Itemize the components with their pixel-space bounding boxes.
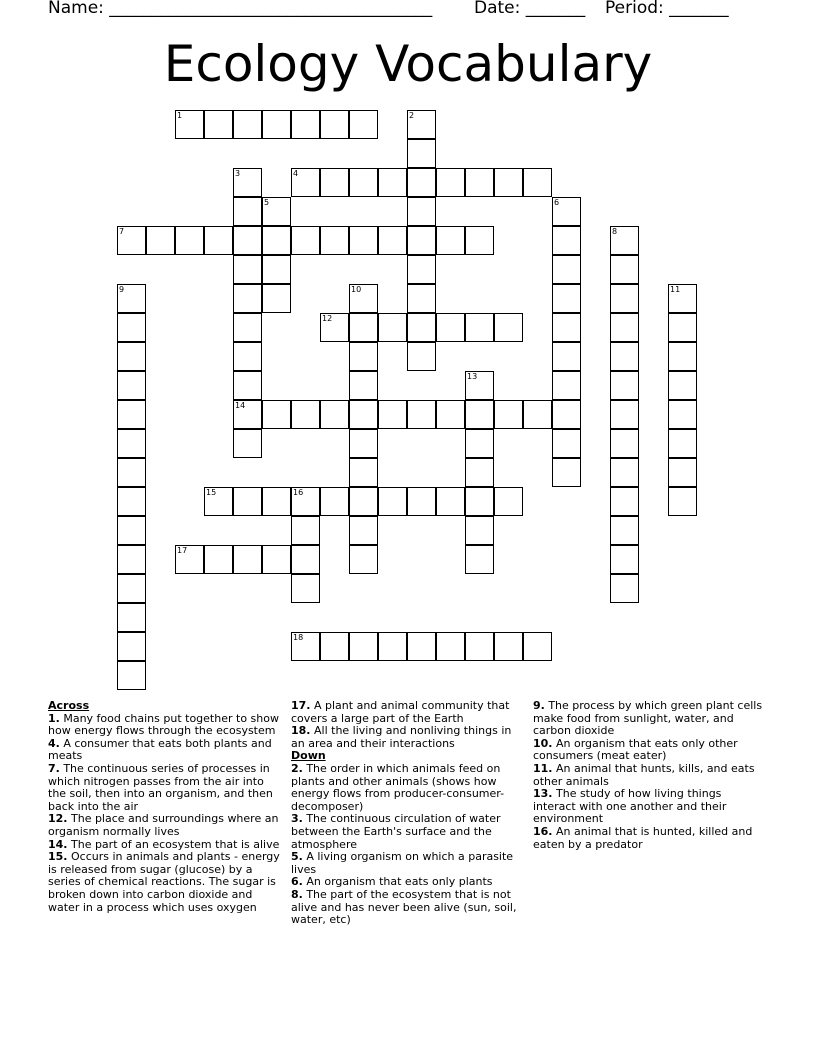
grid-cell[interactable] <box>233 226 262 255</box>
clue-number: 4. <box>48 736 60 750</box>
grid-cell[interactable] <box>407 197 436 226</box>
clue-number: 11. <box>533 761 553 775</box>
grid-cell[interactable] <box>610 226 639 255</box>
clue-number: 13 <box>467 372 478 381</box>
clue <box>48 713 280 738</box>
grid-cell[interactable] <box>494 632 523 661</box>
name-field[interactable]: Name: ______________________________________ <box>48 0 433 18</box>
grid-cell[interactable] <box>523 632 552 661</box>
grid-cell[interactable] <box>233 545 262 574</box>
across-heading: Across <box>48 699 90 712</box>
grid-cell[interactable] <box>494 400 523 429</box>
grid-cell[interactable] <box>494 313 523 342</box>
clue-number: 16. <box>533 824 553 838</box>
grid-cell[interactable] <box>436 487 465 516</box>
grid-cell[interactable] <box>378 168 407 197</box>
grid-cell[interactable] <box>320 226 349 255</box>
clue <box>291 700 523 725</box>
grid-cell[interactable] <box>436 168 465 197</box>
grid-cell[interactable] <box>349 632 378 661</box>
grid-cell[interactable] <box>204 545 233 574</box>
grid-cell[interactable] <box>552 400 581 429</box>
grid-cell[interactable] <box>349 226 378 255</box>
grid-cell[interactable] <box>610 487 639 516</box>
clue <box>533 826 765 851</box>
grid-cell[interactable] <box>146 226 175 255</box>
clue <box>291 725 523 750</box>
grid-cell[interactable] <box>407 226 436 255</box>
grid-cell[interactable] <box>291 168 320 197</box>
clue-text: An organism that eats only plants <box>302 875 493 889</box>
clue <box>48 738 280 763</box>
clue-number: 11 <box>670 285 681 294</box>
clue <box>291 851 523 876</box>
grid-cell[interactable] <box>117 574 146 603</box>
grid-cell[interactable] <box>465 429 494 458</box>
clue-text: An animal that is hunted, killed and eaten by a predator <box>533 824 753 851</box>
down-clue-list <box>291 763 523 927</box>
clue <box>291 763 523 813</box>
grid-cell[interactable] <box>378 313 407 342</box>
grid-cell[interactable] <box>204 226 233 255</box>
down-clue-list-continued <box>533 700 765 851</box>
grid-cell[interactable] <box>349 342 378 371</box>
grid-cell[interactable] <box>291 516 320 545</box>
grid-cell[interactable] <box>117 371 146 400</box>
clue-number: 14 <box>235 401 246 410</box>
grid-cell[interactable] <box>610 458 639 487</box>
grid-cell[interactable] <box>407 487 436 516</box>
clue <box>533 738 765 763</box>
grid-cell[interactable] <box>233 110 262 139</box>
grid-cell[interactable] <box>552 342 581 371</box>
clue-number: 18 <box>293 633 304 642</box>
clue-text: The place and surroundings where an organism normally lives <box>48 812 279 838</box>
clue-text: An animal that hunts, kills, and eats other animals <box>533 761 755 788</box>
clue-number: 1 <box>177 111 183 120</box>
grid-cell[interactable] <box>523 168 552 197</box>
grid-cell[interactable] <box>233 371 262 400</box>
clue <box>533 788 765 826</box>
grid-cell[interactable] <box>349 400 378 429</box>
clue <box>533 700 765 738</box>
grid-cell[interactable] <box>465 313 494 342</box>
grid-cell[interactable] <box>349 371 378 400</box>
grid-cell[interactable] <box>175 226 204 255</box>
grid-cell[interactable] <box>233 429 262 458</box>
grid-cell[interactable] <box>668 487 697 516</box>
grid-cell[interactable] <box>117 284 146 313</box>
clue-text: The study of how living things interact with one another and their environment <box>533 787 727 826</box>
grid-cell[interactable] <box>349 516 378 545</box>
grid-cell[interactable] <box>233 400 262 429</box>
grid-cell[interactable] <box>407 632 436 661</box>
clue-number: 3. <box>291 812 303 826</box>
grid-cell[interactable] <box>175 545 204 574</box>
grid-cell[interactable] <box>407 255 436 284</box>
grid-cell[interactable] <box>610 545 639 574</box>
grid-cell[interactable] <box>349 458 378 487</box>
grid-cell[interactable] <box>407 313 436 342</box>
grid-cell[interactable] <box>291 487 320 516</box>
grid-cell[interactable] <box>436 632 465 661</box>
grid-cell[interactable] <box>436 226 465 255</box>
grid-cell[interactable] <box>668 342 697 371</box>
clue-number: 5 <box>264 198 270 207</box>
clue-number: 12. <box>48 812 68 826</box>
clue-number: 5. <box>291 850 303 864</box>
clue <box>48 813 280 838</box>
grid-cell[interactable] <box>175 110 204 139</box>
grid-cell[interactable] <box>465 516 494 545</box>
grid-cell[interactable] <box>291 110 320 139</box>
across-clue-list-continued <box>291 700 523 750</box>
grid-cell[interactable] <box>204 110 233 139</box>
grid-cell[interactable] <box>349 168 378 197</box>
clue-number: 17. <box>291 699 311 712</box>
clue-text: An organism that eats only other consumers (meat eater) <box>533 736 738 763</box>
clues-column-1 <box>48 700 280 914</box>
clue-text: The part of an ecosystem that is alive <box>67 837 280 851</box>
clue <box>533 763 765 788</box>
grid-cell[interactable] <box>465 371 494 400</box>
clue-text: The continuous circulation of water between the Earth's surface and the atmosphere <box>291 812 501 851</box>
grid-cell[interactable] <box>378 632 407 661</box>
grid-cell[interactable] <box>320 400 349 429</box>
grid-cell[interactable] <box>465 400 494 429</box>
grid-cell[interactable] <box>349 429 378 458</box>
grid-cell[interactable] <box>523 400 552 429</box>
grid-cell[interactable] <box>668 313 697 342</box>
clues-column-3 <box>533 700 765 851</box>
grid-cell[interactable] <box>610 342 639 371</box>
grid-cell[interactable] <box>117 458 146 487</box>
clue-number: 10 <box>351 285 362 294</box>
grid-cell[interactable] <box>552 284 581 313</box>
grid-cell[interactable] <box>407 284 436 313</box>
grid-cell[interactable] <box>233 487 262 516</box>
grid-cell[interactable] <box>262 255 291 284</box>
date-field[interactable]: Date: _______ <box>474 0 586 18</box>
grid-cell[interactable] <box>233 197 262 226</box>
clue-number: 7. <box>48 761 60 775</box>
grid-cell[interactable] <box>465 545 494 574</box>
grid-cell[interactable] <box>465 458 494 487</box>
grid-cell[interactable] <box>552 371 581 400</box>
grid-cell[interactable] <box>320 313 349 342</box>
clue-text: The continuous series of processes in which nitrogen passes from the air into the soil, then into an organism, and then back into the air <box>48 761 273 813</box>
grid-cell[interactable] <box>552 313 581 342</box>
grid-cell[interactable] <box>494 168 523 197</box>
clue-text: The order in which animals feed on plants and other animals (shows how energy flows from producer-consumer-decomposer) <box>291 761 505 813</box>
grid-cell[interactable] <box>668 400 697 429</box>
clue-number: 4 <box>293 169 299 178</box>
grid-cell[interactable] <box>407 168 436 197</box>
clue-number: 18. <box>291 724 311 738</box>
grid-cell[interactable] <box>378 487 407 516</box>
grid-cell[interactable] <box>320 110 349 139</box>
grid-cell[interactable] <box>204 487 233 516</box>
grid-cell[interactable] <box>494 487 523 516</box>
grid-cell[interactable] <box>117 400 146 429</box>
grid-cell[interactable] <box>610 255 639 284</box>
grid-cell[interactable] <box>610 574 639 603</box>
clue-text: A consumer that eats both plants and meats <box>48 736 272 763</box>
grid-cell[interactable] <box>117 313 146 342</box>
grid-cell[interactable] <box>117 661 146 690</box>
clue-text: All the living and nonliving things in an area and their interactions <box>291 724 512 750</box>
grid-cell[interactable] <box>465 632 494 661</box>
clue <box>291 813 523 851</box>
grid-cell[interactable] <box>436 313 465 342</box>
grid-cell[interactable] <box>233 313 262 342</box>
grid-cell[interactable] <box>552 226 581 255</box>
grid-cell[interactable] <box>262 197 291 226</box>
grid-cell[interactable] <box>349 487 378 516</box>
clue-number: 16 <box>293 488 304 497</box>
clue-number: 2 <box>409 111 415 120</box>
clue <box>48 763 280 813</box>
grid-cell[interactable] <box>320 632 349 661</box>
clue-text: The part of the ecosystem that is not alive and has never been alive (sun, soil, water, etc) <box>291 887 517 927</box>
clue-number: 14. <box>48 837 68 851</box>
grid-cell[interactable] <box>349 545 378 574</box>
grid-cell[interactable] <box>407 342 436 371</box>
clue-number: 1. <box>48 711 60 725</box>
grid-cell[interactable] <box>610 313 639 342</box>
grid-cell[interactable] <box>233 255 262 284</box>
grid-cell[interactable] <box>407 110 436 139</box>
grid-cell[interactable] <box>117 487 146 516</box>
grid-cell[interactable] <box>262 226 291 255</box>
grid-cell[interactable] <box>320 487 349 516</box>
grid-cell[interactable] <box>117 429 146 458</box>
grid-cell[interactable] <box>262 110 291 139</box>
clue-number: 9 <box>119 285 125 294</box>
page-title: Ecology Vocabulary <box>163 35 653 93</box>
clue-number: 6. <box>291 875 303 889</box>
grid-cell[interactable] <box>262 284 291 313</box>
across-clue-list <box>48 713 280 915</box>
grid-cell[interactable] <box>552 197 581 226</box>
grid-cell[interactable] <box>465 226 494 255</box>
grid-cell[interactable] <box>436 400 465 429</box>
clue-text: Occurs in animals and plants - energy is released from sugar (glucose) by a series of chemical reactions. The sugar is broken down into carbon dioxide and water in a process which uses oxygen <box>48 850 280 914</box>
grid-cell[interactable] <box>610 371 639 400</box>
grid-cell[interactable] <box>262 400 291 429</box>
grid-cell[interactable] <box>349 313 378 342</box>
grid-cell[interactable] <box>610 429 639 458</box>
grid-cell[interactable] <box>291 400 320 429</box>
clue-number: 15 <box>206 488 217 497</box>
grid-cell[interactable] <box>117 516 146 545</box>
clue <box>291 889 523 927</box>
grid-cell[interactable] <box>320 168 349 197</box>
clue-number: 6 <box>554 198 560 207</box>
clue-number: 8 <box>612 227 618 236</box>
grid-cell[interactable] <box>610 284 639 313</box>
clue <box>48 851 280 914</box>
grid-cell[interactable] <box>668 284 697 313</box>
grid-cell[interactable] <box>262 487 291 516</box>
grid-cell[interactable] <box>291 545 320 574</box>
grid-cell[interactable] <box>349 284 378 313</box>
grid-cell[interactable] <box>465 487 494 516</box>
clue-number: 15. <box>48 850 68 864</box>
clue-number: 12 <box>322 314 333 323</box>
grid-cell[interactable] <box>668 458 697 487</box>
grid-cell[interactable] <box>117 603 146 632</box>
grid-cell[interactable] <box>262 545 291 574</box>
grid-cell[interactable] <box>117 226 146 255</box>
grid-cell[interactable] <box>552 255 581 284</box>
grid-cell[interactable] <box>668 371 697 400</box>
grid-cell[interactable] <box>233 284 262 313</box>
grid-cell[interactable] <box>117 342 146 371</box>
grid-cell[interactable] <box>291 226 320 255</box>
period-field[interactable]: Period: _______ <box>605 0 729 18</box>
clue-number: 13. <box>533 787 553 801</box>
grid-cell[interactable] <box>407 400 436 429</box>
grid-cell[interactable] <box>378 400 407 429</box>
clues-column-2 <box>291 700 523 927</box>
clue-number: 3 <box>235 169 241 178</box>
grid-cell[interactable] <box>349 110 378 139</box>
grid-cell[interactable] <box>668 429 697 458</box>
grid-cell[interactable] <box>552 429 581 458</box>
grid-cell[interactable] <box>117 632 146 661</box>
grid-cell[interactable] <box>407 139 436 168</box>
clue-text: Many food chains put together to show how energy flows through the ecosystem <box>48 711 279 738</box>
grid-cell[interactable] <box>378 226 407 255</box>
clue-text: The process by which green plant cells make food from sunlight, water, and carbon dioxide <box>533 699 763 738</box>
clue-text: A living organism on which a parasite lives <box>291 850 514 876</box>
down-heading: Down <box>291 749 326 763</box>
clue-number: 2. <box>291 761 303 775</box>
grid-cell[interactable] <box>233 342 262 371</box>
grid-cell[interactable] <box>233 168 262 197</box>
grid-cell[interactable] <box>610 516 639 545</box>
clue-number: 8. <box>291 887 303 901</box>
clue-number: 10. <box>533 736 553 750</box>
clue-number: 17 <box>177 546 188 555</box>
clue-number: 7 <box>119 227 125 236</box>
clue-text: A plant and animal community that covers a large part of the Earth <box>291 699 510 725</box>
clue-number: 9. <box>533 699 545 712</box>
grid-cell[interactable] <box>291 574 320 603</box>
grid-cell[interactable] <box>610 400 639 429</box>
grid-cell[interactable] <box>117 545 146 574</box>
grid-cell[interactable] <box>465 168 494 197</box>
grid-cell[interactable] <box>291 632 320 661</box>
grid-cell[interactable] <box>552 458 581 487</box>
